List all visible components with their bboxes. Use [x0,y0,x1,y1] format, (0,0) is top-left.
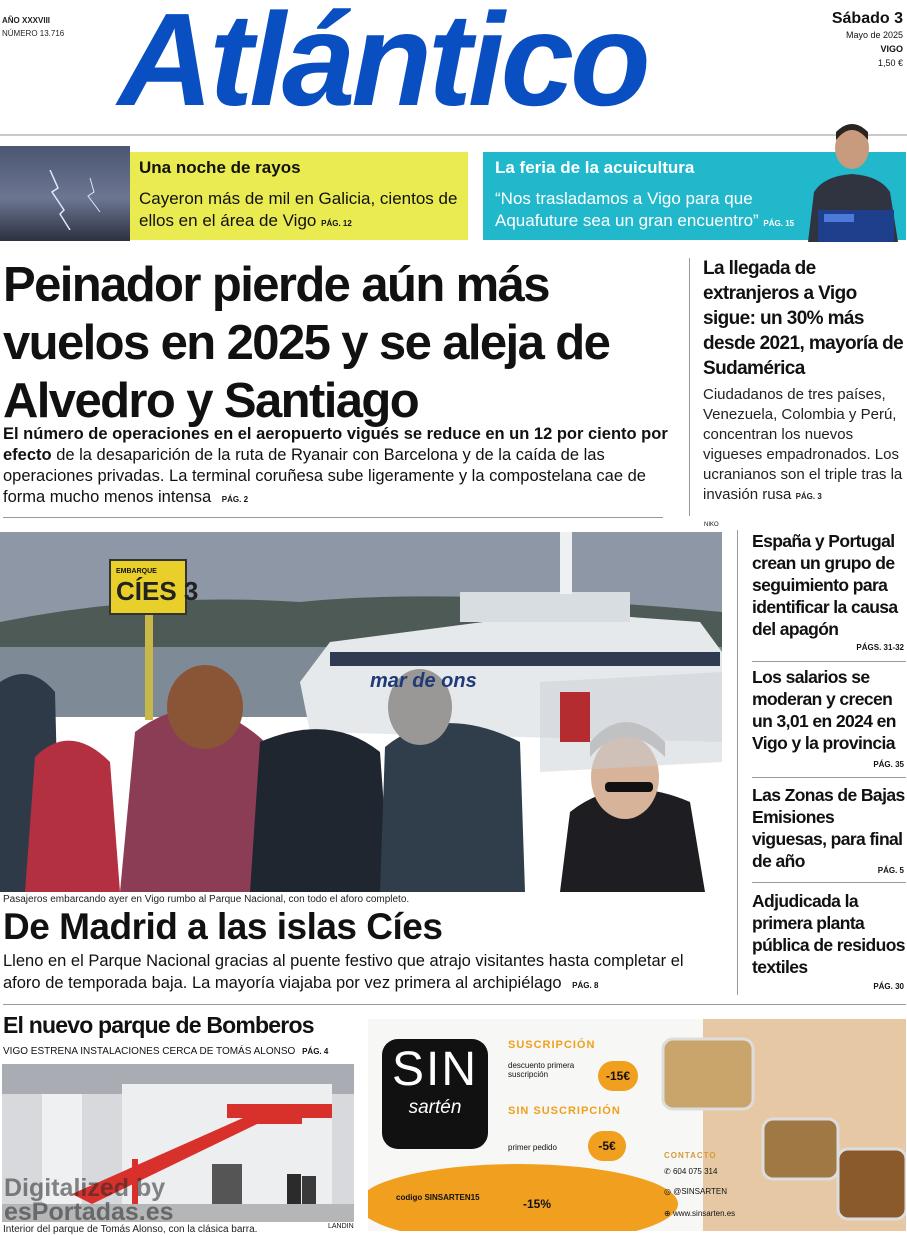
side-item-textiles[interactable]: Adjudicada la primera planta pública de residuos textiles [752,891,905,977]
cies-headline[interactable]: De Madrid a las islas Cíes [3,906,443,947]
side-item-salaries-page: PÁG. 35 [873,760,904,769]
teaser-lightning[interactable] [130,152,468,240]
side-item-salaries[interactable]: Los salarios se moderan y crecen un 3,01 en 2024 en Vigo y la provincia [752,667,896,753]
sinsarten-advertisement[interactable] [368,1019,906,1231]
lead-headline[interactable]: Peinador pierde aún más vuelos en 2025 y se aleja de Alvedro y Santiago [3,258,610,428]
cies-page: PÁG. 8 [572,981,599,990]
cies-deck [3,950,713,997]
masthead-divider [0,134,907,136]
side-item-textiles-page: PÁG. 30 [873,982,904,991]
whatsapp-icon: ✆ [664,1167,671,1176]
instagram-icon: ◎ [664,1187,671,1196]
lightning-icon [30,170,120,230]
cies-deck-text: Lleno en el Parque Nacional gracias al puente festivo que atrajo visitantes hasta completar el aforo de temporada baja. La mayoría viajaba por vez primera al archipiélago [3,952,684,992]
day-label: Sábado 3 [831,10,903,27]
boarding-sign-small: EMBARQUE [116,568,157,575]
firefighters-kicker-text: VIGO ESTRENA INSTALACIONES CERCA DE TOMÁS ALONSO [3,1046,296,1057]
contact-title: CONTACTO [664,1151,717,1160]
teaser-aquaculture-text [495,188,815,235]
issue-number: NÚMERO 13.716 [2,29,65,38]
logo-top: SIN [391,1043,478,1096]
subscription-title: SUSCRIPCIÓN [508,1039,596,1051]
teaser-lightning-text [139,188,464,235]
contact-web[interactable] [664,1209,735,1218]
teaser-lightning-page: PÁG. 12 [321,219,352,228]
side-item-divider-1 [752,661,906,662]
no-subscription-price: -5€ [588,1131,626,1161]
side-item-blackout-page: PÁGS. 31-32 [856,643,904,652]
ferry-name: mar de ons [370,670,477,692]
price-label: 1,50 € [877,58,903,68]
teaser-aquaculture-body: “Nos trasladamos a Vigo para que Aquafuture sea un gran encuentro” [495,189,759,230]
edition-info [2,14,64,40]
website-url: www.sinsarten.es [672,1209,736,1218]
teaser-lightning-body: Cayeron más de mil en Galicia, cientos de ellos en el área de Vigo [139,189,458,230]
promo-code: codigo SINSARTEN15 [396,1193,480,1202]
watermark-line-2: esPortadas.es [4,1198,174,1226]
second-divider [3,1004,906,1005]
side-column-rule [689,258,690,516]
main-photo-caption: Pasajeros embarcando ayer en Vigo rumbo al Parque Nacional, con todo el aforo completo. [3,894,410,905]
subscription-price: -15€ [598,1061,638,1091]
photo-credit-niko: NIKO [704,522,719,528]
firefighters-headline[interactable]: El nuevo parque de Bomberos [3,1012,314,1038]
side-item-divider-3 [752,882,906,883]
sinsarten-logo [382,1039,488,1149]
lead-deck-bold: El número de operaciones en el aeropuerto vigués se reduce en un 12 por ciento por efecto [3,425,668,464]
firefighters-page: PÁG. 4 [302,1047,329,1056]
watermark-line-1: Digitalized by [4,1174,166,1202]
no-subscription-desc: primer pedido [508,1143,557,1152]
immigration-headline[interactable]: La llegada de extranjeros a Vigo sigue: un 30% más desde 2021, mayoría de Sudamérica [703,258,904,379]
side-item-divider-2 [752,777,906,778]
month-year: Mayo de 2025 [845,30,903,40]
lead-divider [3,517,663,518]
immigration-page: PÁG. 3 [795,492,822,501]
lead-deck [3,424,668,510]
city-label: VIGO [880,44,903,54]
immigration-text: Ciudadanos de tres países, Venezuela, Colombia y Perú, concentran los nuevos vigueses empadronados. Los ucranianos son el triple tras la invasión rusa [703,386,903,503]
no-subscription-title: SIN SUSCRIPCIÓN [508,1105,621,1117]
teaser-aquaculture-title: La feria de la acuicultura [495,158,695,177]
fire-photo-caption: Interior del parque de Tomás Alonso, con la clásica barra. [3,1224,258,1235]
instagram-handle: @SINSARTEN [673,1187,727,1196]
side-item-low-emissions-page: PÁG. 5 [877,866,904,875]
teaser-lightning-title: Una noche de rayos [139,158,301,177]
ferry-scene-illustration [0,532,722,892]
contact-phone [664,1167,717,1176]
interviewee-photo[interactable] [800,118,906,242]
contact-instagram[interactable] [664,1187,727,1196]
year-label: AÑO XXXVIII [2,16,51,25]
lead-deck-text: de la desaparición de la ruta de Ryanair con Barcelona y de la caída de las operaciones privadas. La terminal coruñesa sube ligeramente y la compostelana cae de forma mucho menos intensa [3,446,646,506]
firefighters-kicker [3,1046,328,1057]
boarding-sign: CÍES 3 [116,576,199,606]
globe-icon: ⊕ [664,1209,671,1218]
digitalization-watermark [4,1176,174,1224]
side-items-rule [737,530,738,995]
cies-boarding-photo[interactable] [0,532,722,892]
promo-discount: -15% [516,1189,558,1219]
lead-page: PÁG. 2 [221,495,249,504]
fire-photo-credit: LANDIN [328,1223,354,1230]
logo-bottom: sartén [408,1097,462,1118]
teaser-aquaculture-page: PÁG. 15 [763,219,795,228]
side-item-low-emissions[interactable]: Las Zonas de Bajas Emisiones viguesas, para final de año [752,785,905,871]
subscription-desc: descuento primera suscripción [508,1061,575,1079]
side-item-blackout[interactable]: España y Portugal crean un grupo de seguimiento para identificar la causa del apagón [752,531,898,639]
newspaper-logo[interactable]: Atlántico [118,0,647,133]
immigration-body [703,385,903,507]
phone-number: 604 075 314 [672,1167,718,1176]
date-block [832,10,903,70]
